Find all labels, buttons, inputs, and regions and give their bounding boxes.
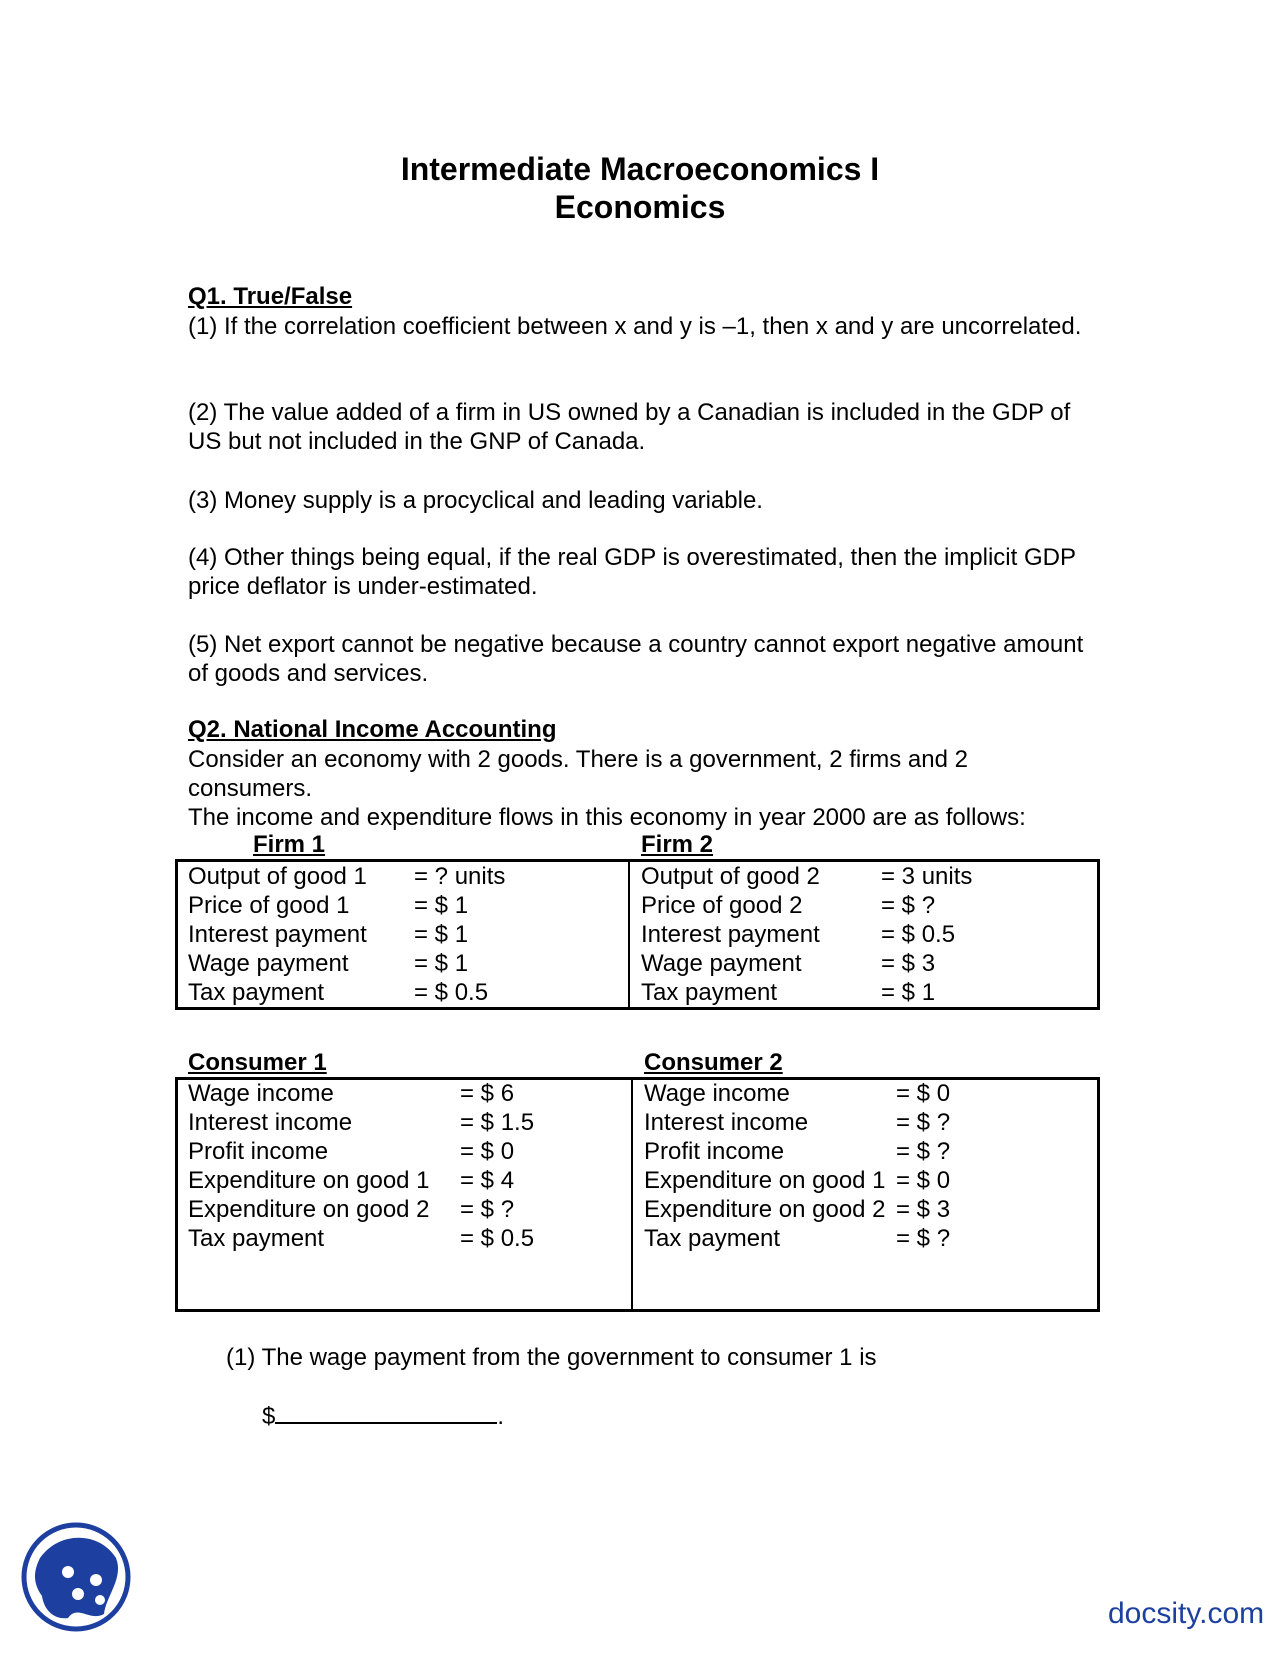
consumer2-row-2-value: = $ ? bbox=[896, 1109, 951, 1136]
consumer2-row-6-value: = $ ? bbox=[896, 1225, 951, 1252]
firm2-rows bbox=[641, 862, 1081, 1007]
answer-prefix: $ bbox=[262, 1403, 276, 1430]
q1-item-5: (5) Net export cannot be negative because a country cannot export negative amount of goods and services. bbox=[188, 631, 1084, 687]
consumer1-row-2-value: = $ 1.5 bbox=[460, 1109, 535, 1136]
answer-line[interactable] bbox=[275, 1400, 497, 1424]
consumer2-row-3-value: = $ ? bbox=[896, 1138, 951, 1165]
q1-heading: Q1. True/False bbox=[188, 283, 353, 310]
consumer2-row-1-value: = $ 0 bbox=[896, 1080, 951, 1107]
consumer2-row-4-label: Expenditure on good 1 bbox=[644, 1167, 886, 1194]
consumer1-row-3-label: Profit income bbox=[188, 1138, 329, 1165]
consumer2-row-4-value: = $ 0 bbox=[896, 1167, 951, 1194]
consumer1-row-4-value: = $ 4 bbox=[460, 1167, 515, 1194]
answer-blank bbox=[262, 1400, 504, 1431]
document-title-line1: Intermediate Macroeconomics I bbox=[400, 151, 880, 187]
consumer1-row-2-label: Interest income bbox=[188, 1109, 353, 1136]
consumer2-row-6-label: Tax payment bbox=[644, 1225, 781, 1252]
consumer1-label: Consumer 1 bbox=[188, 1049, 327, 1076]
consumer2-row-3-label: Profit income bbox=[644, 1138, 785, 1165]
consumer1-row-5-label: Expenditure on good 2 bbox=[188, 1196, 430, 1223]
firm2-row-3-label: Interest payment bbox=[641, 921, 820, 948]
firm2-row-4-label: Wage payment bbox=[641, 950, 802, 977]
consumer1-row-6-value: = $ 0.5 bbox=[460, 1225, 535, 1252]
firm1-row-4-label: Wage payment bbox=[188, 950, 349, 977]
consumer2-row-5-label: Expenditure on good 2 bbox=[644, 1196, 886, 1223]
firm1-rows bbox=[188, 862, 614, 1007]
firm-table-divider bbox=[628, 860, 630, 1009]
firm1-row-5-value: = $ 0.5 bbox=[414, 979, 489, 1006]
answer-suffix: . bbox=[497, 1403, 505, 1430]
consumer1-row-6-label: Tax payment bbox=[188, 1225, 325, 1252]
consumer-table-divider bbox=[631, 1078, 633, 1311]
firm2-row-5-label: Tax payment bbox=[641, 979, 778, 1006]
firm1-row-2-label: Price of good 1 bbox=[188, 892, 350, 919]
q2-question-1: (1) The wage payment from the government to consumer 1 is bbox=[226, 1344, 877, 1371]
consumer1-row-1-label: Wage income bbox=[188, 1080, 334, 1107]
firm2-row-3-value: = $ 0.5 bbox=[881, 921, 956, 948]
firm1-row-3-value: = $ 1 bbox=[414, 921, 469, 948]
consumer1-rows bbox=[188, 1079, 610, 1253]
q1-item-3: (3) Money supply is a procyclical and leading variable. bbox=[188, 487, 763, 514]
q2-heading: Q2. National Income Accounting bbox=[188, 716, 557, 743]
firm2-row-2-value: = $ ? bbox=[881, 892, 936, 919]
q2-intro-flows: The income and expenditure flows in this economy in year 2000 are as follows: bbox=[188, 804, 1026, 831]
consumer2-label: Consumer 2 bbox=[644, 1049, 783, 1076]
docsity-logo-icon[interactable] bbox=[20, 1518, 132, 1636]
q1-item-1: (1) If the correlation coefficient between x and y is –1, then x and y are uncorrelated. bbox=[188, 313, 1082, 340]
firm1-row-5-label: Tax payment bbox=[188, 979, 325, 1006]
document-title-line2: Economics bbox=[554, 189, 726, 225]
consumer2-row-5-value: = $ 3 bbox=[896, 1196, 951, 1223]
consumer2-rows bbox=[644, 1079, 1046, 1253]
firm2-row-1-value: = 3 units bbox=[881, 863, 973, 890]
firm1-row-1-value: = ? units bbox=[414, 863, 506, 890]
consumer1-row-4-label: Expenditure on good 1 bbox=[188, 1167, 430, 1194]
consumer1-row-1-value: = $ 6 bbox=[460, 1080, 515, 1107]
firm2-row-2-label: Price of good 2 bbox=[641, 892, 803, 919]
firm2-row-4-value: = $ 3 bbox=[881, 950, 936, 977]
firm1-label: Firm 1 bbox=[253, 831, 326, 858]
firm2-row-5-value: = $ 1 bbox=[881, 979, 936, 1006]
q1-item-4: (4) Other things being equal, if the real GDP is overestimated, then the implicit GDP price deflator is under-estimated. bbox=[188, 544, 1076, 600]
firm2-row-1-label: Output of good 2 bbox=[641, 863, 820, 890]
consumer1-row-3-value: = $ 0 bbox=[460, 1138, 515, 1165]
consumer2-row-1-label: Wage income bbox=[644, 1080, 790, 1107]
firm1-row-1-label: Output of good 1 bbox=[188, 863, 367, 890]
q1-item-2: (2) The value added of a firm in US owned by a Canadian is included in the GDP of US but not included in the GNP of Canada. bbox=[188, 399, 1071, 455]
firm1-row-4-value: = $ 1 bbox=[414, 950, 469, 977]
firm1-row-2-value: = $ 1 bbox=[414, 892, 469, 919]
consumer1-row-5-value: = $ ? bbox=[460, 1196, 515, 1223]
firm1-row-3-label: Interest payment bbox=[188, 921, 367, 948]
firm2-label: Firm 2 bbox=[641, 831, 714, 858]
q2-intro: Consider an economy with 2 goods. There is a government, 2 firms and 2 consumers. bbox=[188, 746, 968, 802]
consumer2-row-2-label: Interest income bbox=[644, 1109, 809, 1136]
docsity-brand[interactable]: docsity.com bbox=[1108, 1597, 1265, 1630]
